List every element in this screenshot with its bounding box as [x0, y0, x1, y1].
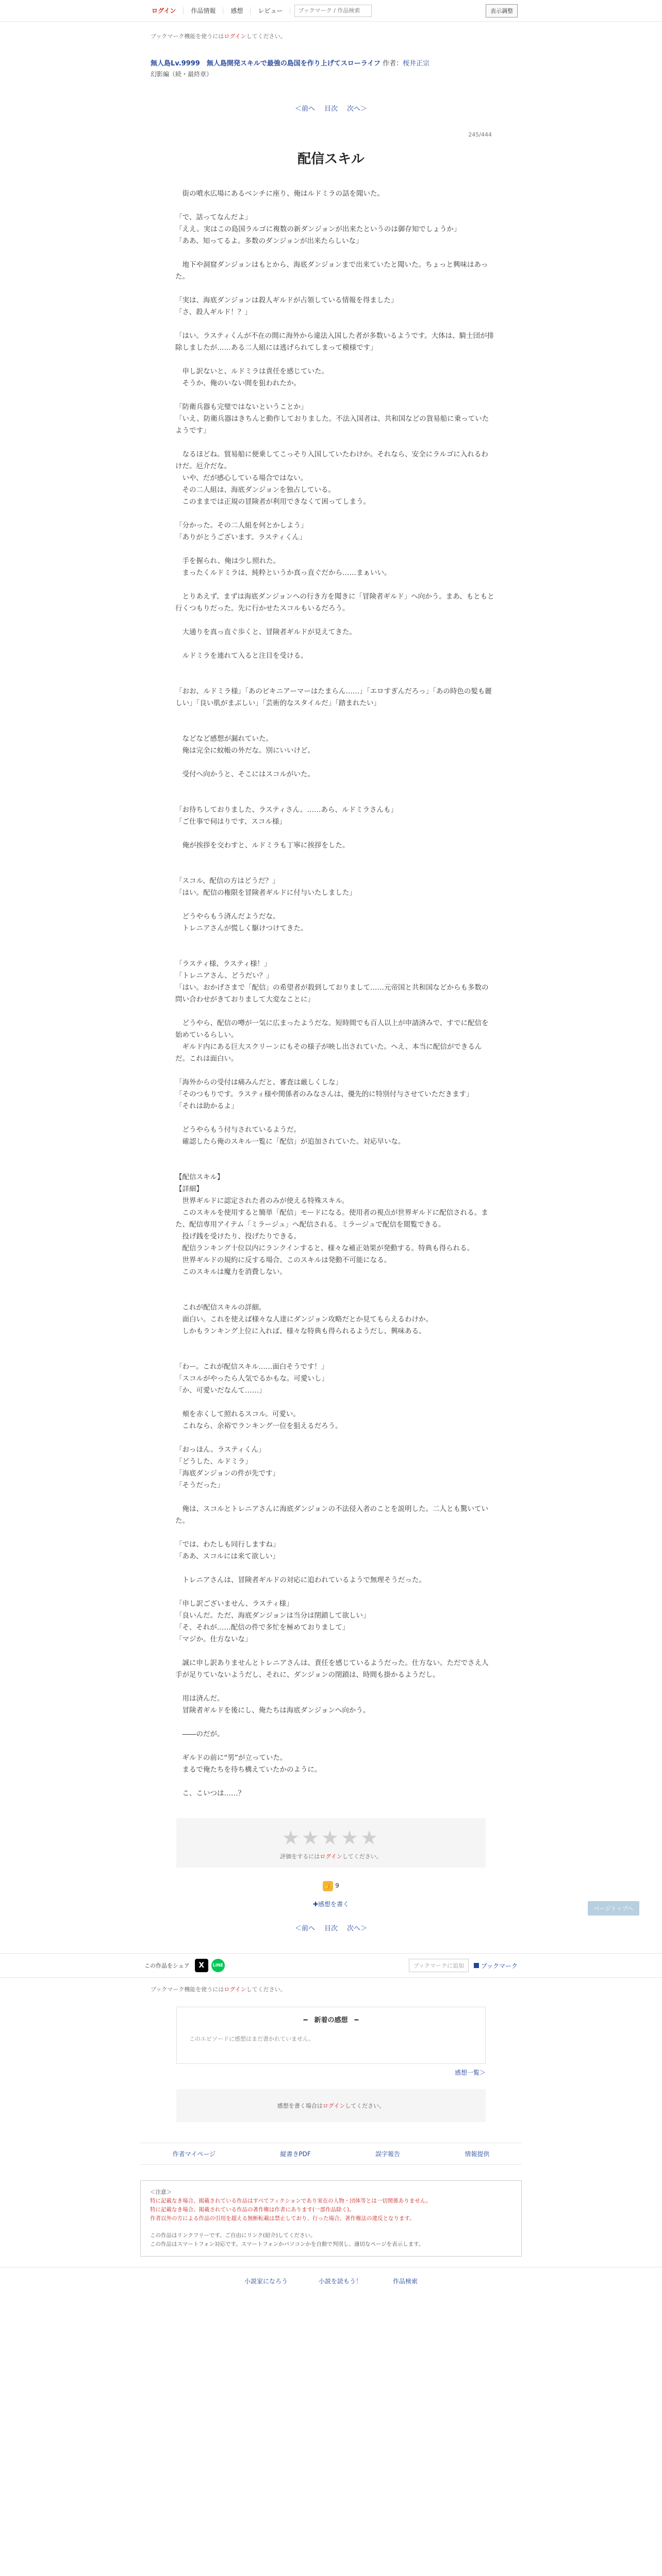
prev-link[interactable]: ＜前へ	[294, 105, 315, 113]
pager-bottom	[0, 1923, 662, 1933]
body-paragraph: 俺が挨拶を交わすと、ルドミラも丁寧に挨拶をした。	[175, 841, 350, 850]
impressions-title: ━ 新着の感想 ━	[303, 2016, 359, 2024]
body-paragraph: などなど感想が漏れていた。	[175, 735, 273, 743]
body-paragraph: 誠に申し訳ありませんとトレニアさんは、責任を感じているようだった。仕方ない。ただでさえ人手が足りていないようだし、それに、ダンジョンの閉鎖は、時間も掛かるようだし。	[175, 1659, 489, 1679]
thumbs-up-icon[interactable]: 👍	[323, 1881, 333, 1891]
footer-search-link[interactable]: 作品検索	[393, 2278, 418, 2285]
body-paragraph: これが配信スキルの詳細。	[175, 1303, 266, 1312]
body-paragraph	[175, 1432, 495, 1444]
share-bar	[0, 1953, 662, 1978]
body-paragraph: 「では、わたしも同行しますね」	[175, 1540, 280, 1549]
body-paragraph: 「それは助かるよ」	[175, 1102, 238, 1110]
login-link[interactable]: ログイン	[144, 7, 184, 14]
body-paragraph: 「海外からの受付は痛みんだと、審査は厳しくしな」	[175, 1078, 342, 1087]
rating-note-text: 評価をするには	[280, 1853, 320, 1860]
share-label: この作品をシェア	[144, 1962, 190, 1969]
caution-info	[150, 2231, 512, 2249]
body-paragraph: 配信ランキング十位以内にランクインすると、様々な補正効果が発動する。特典も得られる。	[175, 1244, 474, 1252]
body-paragraph: ギルド内にある巨大スクリーンにもその様子が映し出されていた。ヘえ、本当に配信ができるんだ。これは面白い。	[175, 1043, 482, 1063]
author-link[interactable]: 桜井正宗	[403, 60, 430, 67]
chapter-title: 配信スキル	[297, 151, 365, 167]
bookmark-notice-bottom	[151, 1985, 662, 1993]
search-input[interactable]	[294, 5, 372, 17]
rating-box	[176, 1818, 486, 1868]
body-paragraph: 冒険者ギルドを後にし、俺たちは海底ダンジョンへ向かう。	[175, 1706, 370, 1715]
caution-info-line: この作品はスマートフォン対応です。スマートフォンかパソコンかを自動で判別し、適切なページを表示します。	[150, 2241, 424, 2247]
body-paragraph	[175, 1337, 495, 1349]
body-paragraph	[175, 709, 495, 721]
caution-line: 特に記載なき場合、掲載されている作品はすべてフィクションであり実在の人物・団体等とは一切関係ありません。	[150, 2198, 432, 2204]
body-paragraph	[175, 1776, 495, 1788]
line-share-icon[interactable]: LINE	[211, 1959, 225, 1972]
body-paragraph: 「ご仕事で伺はりです、スコル様」	[175, 818, 286, 826]
rating-login-link[interactable]: ログイン	[320, 1853, 342, 1860]
body-paragraph	[175, 1290, 495, 1302]
body-paragraph: 「ありがとうございます。ラスティくん」	[175, 533, 306, 541]
body-paragraph	[175, 247, 495, 259]
author-page-link[interactable]: 作者マイページ	[172, 2150, 216, 2158]
caution-info-line: この作品はリンクフリーです。ご自由にリンク(紹介)してください。	[150, 2232, 316, 2239]
bookmark-icon	[474, 1963, 479, 1968]
body-paragraph: 「で、話ってなんだよ」	[175, 213, 252, 222]
body-paragraph: 受付へ向かうと、そこにはスコルがいた。	[175, 770, 315, 778]
page-top-button[interactable]: ページトップへ	[588, 1901, 639, 1916]
next-link[interactable]: 次へ＞	[347, 105, 368, 113]
body-paragraph: どうやら、配信の噂が一気に広まったようだな。短時間でも百人以上が申請済みで、すでに配信を始めているらしい。	[175, 1019, 489, 1039]
body-paragraph: 「分かった。その二人組を何とかしよう」	[175, 521, 308, 530]
body-paragraph: どうやらもう付与されているようだ。	[175, 1126, 301, 1134]
impression-write-box	[176, 2089, 486, 2122]
body-paragraph: 「おお、ルドミラ様」「あのビキニアーマーはたまらん……」「エロすぎんだろっ」「あの時色の髪も麗しい」「良い肌がまぶしい」「芸術的なスタイルだ」「踏まれたい」	[175, 687, 492, 707]
body-paragraph	[175, 200, 495, 212]
body-paragraph	[175, 1065, 495, 1077]
prev-link-bottom[interactable]: ＜前へ	[294, 1925, 315, 1933]
body-paragraph: 「ええ。実はこの島国ラルゴに複数の新ダンジョンが出来たというのは御存知でしょうか」	[175, 225, 461, 233]
site-footer	[0, 2267, 662, 2295]
body-paragraph	[175, 1148, 495, 1160]
body-paragraph: 「マジか。仕方ないな」	[175, 1635, 252, 1643]
body-paragraph: 「良いんだ。ただ、海底ダンジョンは当分は閉鎖して欲しい」	[175, 1612, 370, 1620]
body-paragraph	[175, 899, 495, 911]
body-paragraph: 「スコルがやったら人気でるかもな。可愛いし」	[175, 1375, 328, 1383]
bookmark-label: ブックマーク	[481, 1962, 518, 1970]
body-paragraph: 「はい。おかげさまで「配信」の希望者が殺到しておりまして……元帝国と共和国などからも多数の問い合わせがきておりまして大変なことに」	[175, 984, 489, 1004]
impression-write-suffix: してください。	[345, 2103, 385, 2109]
body-paragraph: 「わー。これが配信スキル……面白そうです！」	[175, 1363, 328, 1371]
body-paragraph	[175, 615, 495, 626]
body-paragraph	[175, 544, 495, 555]
next-link-bottom[interactable]: 次へ＞	[347, 1925, 368, 1933]
impressions-more-link[interactable]: 感想一覧＞	[454, 2069, 486, 2076]
body-paragraph	[175, 1717, 495, 1728]
toc-link[interactable]: 目次	[324, 105, 338, 113]
body-paragraph	[175, 1586, 495, 1598]
footer-narou-link[interactable]: 小説家になろう	[244, 2278, 288, 2285]
body-paragraph: 「そのつもりです。ラスティ様や関係者のみなさんは、優先的に特別付与させていただきます」	[175, 1090, 473, 1098]
series-info	[151, 59, 662, 79]
body-paragraph: 「そ、それが……配信の件で多忙を極めておりまして」	[175, 1623, 350, 1632]
body-paragraph	[175, 579, 495, 591]
body-paragraph: 「さ、殺人ギルド！？」	[175, 308, 252, 316]
impression-write-text: 感想を書く場合は	[277, 2103, 323, 2109]
body-paragraph: 「はい。配信の権限を冒険者ギルドに付与いたしました」	[175, 889, 356, 897]
bookmark-login-button[interactable]: ブックマークに追加	[409, 1959, 469, 1972]
rating-note-suffix: してください。	[342, 1853, 382, 1860]
body-paragraph	[175, 1278, 495, 1290]
body-paragraph: こ、こいつは……？	[175, 1789, 245, 1798]
body-paragraph	[175, 1563, 495, 1574]
rating-stars[interactable]: ★★★★★	[282, 1826, 380, 1849]
body-paragraph: その二人組は、海底ダンジョンを独占している。	[175, 486, 336, 494]
x-share-icon[interactable]: X	[195, 1959, 208, 1972]
body-paragraph: ルドミラを連れて入ると注目を受ける。	[175, 652, 308, 660]
body-paragraph	[175, 828, 495, 840]
body-paragraph: 手を握られ、俺は少し照れた。	[175, 557, 280, 565]
reaction-count: 9	[335, 1882, 339, 1889]
impressions-empty: このエピソードに感想はまだ書かれていません。	[189, 2036, 315, 2042]
body-paragraph: 頬を赤くして照れるスコル。可愛い。	[175, 1410, 300, 1418]
impressions-box	[176, 2007, 486, 2064]
footer-links	[140, 2143, 522, 2165]
notice-text: ブックマーク機能を使うには	[151, 33, 224, 40]
bookmark-notice	[151, 32, 662, 40]
body-paragraph	[175, 638, 495, 650]
body-paragraph: このスキルを使用すると簡単「配信」モードになる。使用者の視点が世界ギルドに配信される。また、配信専用アイテム「ミラージュ」へ配信される。ミラージュで配信を閲覧できる。	[175, 1209, 488, 1229]
body-paragraph: このままでは正規の冒険者が利用できなくて困ってしまう。	[175, 498, 370, 506]
caution-line: 作者以外の方による作品の引用を超える無断転載は禁止しており、行った場合、著作権法の違反となります。	[150, 2215, 415, 2222]
body-paragraph: トレニアさんは、冒険者ギルドの対応に追われているようで無理そうだった。	[175, 1576, 426, 1584]
body-paragraph: 「ラスティ様、ラスティ様！」	[175, 960, 271, 968]
body-paragraph: 投げ銭を受けたり、投げたりできる。	[175, 1232, 301, 1241]
body-paragraph: 「お待ちしておりました、ラスティさん。……あら、ルドミラさんも」	[175, 806, 398, 814]
caution-box	[140, 2180, 522, 2257]
body-paragraph: 「いえ、防衛兵器はきちんと動作しておりました。不法入国者は、共和国などの貨易船に乗っていたようです」	[175, 415, 489, 435]
caution-head: ＜注意＞	[150, 2189, 172, 2195]
notice-bottom-login-link[interactable]: ログイン	[224, 1986, 246, 1993]
nav-work-info[interactable]: 作品情報	[184, 7, 223, 14]
body-paragraph: 用は済んだ。	[175, 1694, 224, 1703]
body-paragraph: 「はい。ラスティくんが不在の間に海外から違法入国した者が多数いるようです。大体は、騎士団が排除しましたが……ある二人組には逃げられてしまって模様です」	[175, 332, 494, 352]
body-paragraph	[175, 852, 495, 863]
body-paragraph: いや、だが感心している場合ではない。	[175, 474, 308, 482]
body-paragraph	[175, 1527, 495, 1539]
body-paragraph: 【配信スキル】	[175, 1173, 224, 1181]
body-paragraph: 「おっほん。ラスティくん」	[175, 1446, 266, 1454]
body-paragraph: 世界ギルドに認定された者のみが使える特殊スキル。	[175, 1197, 349, 1205]
caution-line: 特に記載なき場合、掲載されている作品の著作権は作者にあります(一部作品除く)。	[150, 2207, 355, 2213]
body-paragraph: ――のだが。	[175, 1730, 224, 1738]
body-paragraph	[175, 283, 495, 295]
body-paragraph: 街の噴水広場にあるベンチに座り、俺はルドミラの話を聞いた。	[175, 190, 384, 198]
body-paragraph: 「ああ、スコルには来て欲しい」	[175, 1552, 279, 1561]
body-paragraph: 確認したら俺のスキル一覧に「配信」が追加されていた。対応早いな。	[175, 1138, 405, 1146]
body-paragraph: 「防衛兵器も完璧ではないということか」	[175, 403, 308, 411]
footer-yomou-link[interactable]: 小説を読もう！	[318, 2278, 362, 2285]
body-paragraph: 大通りを真っ直ぐ歩くと、冒険者ギルドが見えてきた。	[175, 628, 356, 636]
notice-bottom-text: ブックマーク機能を使うには	[151, 1986, 224, 1993]
body-paragraph: そうか、俺のいない間を狙われたか。	[175, 379, 301, 387]
body-paragraph	[175, 1349, 495, 1361]
body-paragraph	[175, 1646, 495, 1657]
body-paragraph: 面白い。これを使えば様々な人達にダンジョン攻略だとか見てもらえるわけか。	[175, 1315, 433, 1324]
write-impression-link[interactable]: ✚感想を書く	[312, 1901, 350, 1908]
body-paragraph	[175, 508, 495, 520]
nav-impressions[interactable]: 感想	[223, 7, 251, 14]
novel-body	[175, 188, 495, 1800]
body-paragraph	[175, 437, 495, 449]
body-paragraph	[175, 1397, 495, 1409]
author-label: 作者：	[383, 60, 403, 67]
body-paragraph: 「そうだった」	[175, 1481, 224, 1489]
body-paragraph: 「ああ、知ってるよ。多数のダンジョンが出来たらしいな」	[175, 237, 363, 245]
chapter-group: 幻影編（続・最終章）	[151, 71, 213, 78]
body-paragraph: 「申し訳ございません、ラスティ様」	[175, 1600, 293, 1608]
impressions-title-text: 新着の感想	[314, 2016, 348, 2024]
body-paragraph	[175, 757, 495, 769]
display-settings-button[interactable]: 表示調整	[486, 4, 518, 18]
body-paragraph	[175, 674, 495, 686]
series-title-link[interactable]: 無人島Lv.9999 無人島開発スキルで最強の島国を作り上げてスローライフ	[151, 60, 380, 67]
body-paragraph: 世界ギルドの規約に反する場合、このスキルは発動不可能になる。	[175, 1256, 391, 1264]
body-paragraph	[175, 1740, 495, 1752]
body-paragraph: 申し訳ないと、ルドミラは責任を感じていた。	[175, 367, 328, 376]
body-paragraph: 「か、可愛いだなんて……」	[175, 1386, 266, 1395]
body-paragraph	[175, 935, 495, 946]
body-paragraph: 「スコル、配信の方はどうだ？」	[175, 877, 279, 885]
body-paragraph	[175, 1681, 495, 1693]
impression-login-link[interactable]: ログイン	[322, 2103, 345, 2109]
body-paragraph: 「実は、海底ダンジョンは殺人ギルドが占領している情報を得ました」	[175, 296, 398, 304]
bookmark-button[interactable]	[474, 1961, 518, 1970]
body-paragraph: まったくルドミラは、純粋というか真っ直ぐだから……まぁいい。	[175, 569, 391, 577]
body-paragraph: 俺は、スコルとトレニアさんに海底ダンジョンの不法侵入者のことを説明した。二人とも驚いていた。	[175, 1505, 489, 1525]
body-paragraph: とりあえず、まずは海底ダンジョンへの行き方を聞きに「冒険者ギルド」へ向かう。まあ、もともと行くつもりだった。先に行かせたスコルもいるだろう。	[175, 592, 494, 613]
body-paragraph: 俺は完全に蚊帳の外だな。別にいいけど。	[175, 747, 315, 755]
body-paragraph	[175, 792, 495, 804]
body-paragraph	[175, 1492, 495, 1503]
body-paragraph: 【詳細】	[175, 1185, 203, 1193]
body-paragraph	[175, 863, 495, 875]
top-bar	[0, 0, 662, 22]
body-paragraph: しかもランキング上位に入れば、様々な特典も得られるようだし、興味ある。	[175, 1327, 426, 1335]
body-paragraph: 「トレニアさん、どうだい？」	[175, 972, 273, 980]
body-paragraph: 地下や洞窟ダンジョンはもとから、海底ダンジョンまで出来ていたと聞いた。ちょっと興味はあった。	[175, 261, 488, 281]
notice-text-suffix: してください。	[246, 33, 286, 40]
notice-bottom-suffix: してください。	[246, 1986, 286, 1993]
body-paragraph: 「どうした、ルドミラ」	[175, 1458, 252, 1466]
reaction	[0, 1881, 662, 1891]
body-paragraph: どうやらもう済んだようだな。	[175, 912, 280, 921]
body-paragraph: このスキルは魔力を消費しない。	[175, 1268, 287, 1276]
info-link[interactable]: 情報提供	[465, 2150, 490, 2158]
body-paragraph	[175, 1112, 495, 1124]
body-paragraph	[175, 946, 495, 958]
body-paragraph	[175, 389, 495, 401]
nav-reviews[interactable]: レビュー	[251, 7, 290, 14]
body-paragraph	[175, 1160, 495, 1172]
body-paragraph	[175, 318, 495, 330]
vertical-pdf-link[interactable]: 縦書きPDF	[280, 2150, 311, 2158]
typo-report-link[interactable]: 誤字報告	[375, 2150, 401, 2158]
body-paragraph: なるほどね。貿易船に便乗してこっそり入国していたわけか。それなら、安全にラルゴに入れるわけだ。厄介だな。	[175, 450, 488, 470]
body-paragraph: ギルドの前に“男”が立っていた。	[175, 1754, 287, 1762]
body-paragraph: まるで俺たちを待ち構えていたかのように。	[175, 1766, 322, 1774]
body-paragraph: トレニアさんが慌しく駆けつけてきた。	[175, 924, 308, 933]
body-paragraph	[175, 662, 495, 674]
page-count: 245/444	[468, 131, 492, 138]
body-paragraph	[175, 721, 495, 733]
body-paragraph	[175, 1006, 495, 1018]
body-paragraph	[175, 354, 495, 366]
body-paragraph	[175, 781, 495, 792]
body-paragraph: 「海底ダンジョンの件が先です」	[175, 1469, 280, 1478]
toc-link-bottom[interactable]: 目次	[324, 1925, 338, 1933]
pager-top	[0, 103, 662, 113]
body-paragraph: これなら、余裕でランキング一位を狙えるだろう。	[175, 1422, 342, 1430]
rating-note	[176, 1852, 486, 1860]
notice-login-link[interactable]: ログイン	[224, 33, 246, 40]
